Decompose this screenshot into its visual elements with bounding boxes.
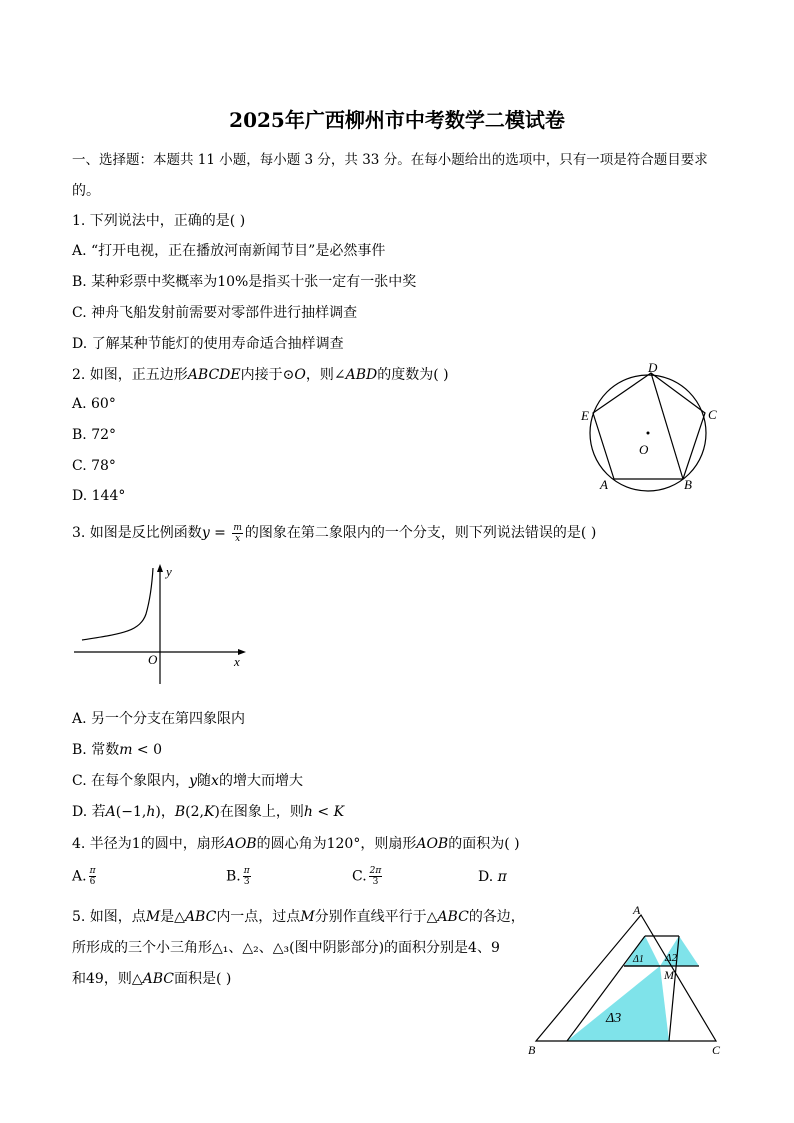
label-origin: O — [148, 652, 158, 667]
q1-option-a[interactable]: A. “打开电视，正在播放河南新闻节目”是必然事件 — [72, 243, 386, 259]
q3-option-c[interactable]: C. 在每个象限内，y随x的增大而增大 — [72, 773, 303, 789]
q1-option-d[interactable]: D. 了解某种节能灯的使用寿命适合抽样调查 — [72, 336, 344, 352]
q3-stem: 3. 如图是反比例函数y = $\frac{m}{x}$ 的图象在第二象限内的一个分支，则下列说法错误的是( ) — [72, 522, 597, 544]
q1-option-b[interactable]: B. 某种彩票中奖概率为10%是指买十张一定有一张中奖 — [72, 274, 417, 290]
q5-stem-line2: 所形成的三个小三角形△₁、△₂、△₃(图中阴影部分)的面积分别是4、9 — [72, 940, 500, 956]
label-delta3: Δ3 — [606, 1011, 622, 1026]
section-instruction-cont: 的。 — [72, 183, 100, 199]
q5-stem-line1: 5. 如图，点M是△ABC内一点，过点M分别作直线平行于△ABC的各边， — [72, 909, 525, 925]
center-point — [647, 432, 650, 435]
hyperbola-branch — [82, 568, 153, 640]
label-a: A — [600, 477, 608, 492]
label-delta1: Δ1 — [633, 954, 644, 965]
label-a: A — [633, 903, 641, 917]
label-delta2: Δ2 — [665, 952, 677, 964]
q1-option-c[interactable]: C. 神舟飞船发射前需要对零部件进行抽样调查 — [72, 305, 358, 321]
q3-hyperbola-figure — [70, 560, 255, 690]
label-y: y — [166, 564, 172, 579]
q2-option-b[interactable]: B. 72° — [72, 427, 117, 443]
label-o: O — [639, 442, 649, 457]
y-axis-arrow — [157, 564, 163, 572]
q2-option-c[interactable]: C. 78° — [72, 458, 116, 474]
section-instruction: 一、选择题：本题共 11 小题，每小题 3 分，共 33 分。在每小题给出的选项中，只有一项是符合题目要求 — [72, 152, 708, 168]
label-e: E — [581, 408, 589, 423]
q5-stem-line3: 和49，则△ABC面积是( ) — [72, 971, 232, 987]
q2-stem: 2. 如图，正五边形ABCDE内接于⊙O，则∠ABD的度数为( ) — [72, 367, 449, 383]
label-b: B — [528, 1043, 536, 1057]
q4-option-a[interactable]: A. $\frac{\pi}{6}$ — [72, 866, 96, 887]
q5-triangle-figure — [526, 898, 726, 1060]
q4-stem: 4. 半径为1的圆中，扇形AOB的圆心角为120°，则扇形AOB的面积为( ) — [72, 836, 520, 852]
label-x: x — [234, 654, 240, 669]
q1-stem: 1. 下列说法中，正确的是( ) — [72, 213, 246, 229]
segment-bd — [651, 373, 683, 479]
label-c: C — [708, 407, 717, 422]
q4-option-d[interactable]: D. π — [478, 869, 507, 885]
page-title: 2025年广西柳州市中考数学二模试卷 — [229, 108, 565, 132]
q4-option-c[interactable]: C. $\frac{2\pi}{3}$ — [352, 866, 382, 887]
label-c: C — [712, 1043, 721, 1057]
label-m: M — [664, 968, 674, 982]
q3-option-b[interactable]: B. 常数m < 0 — [72, 742, 163, 758]
q3-option-a[interactable]: A. 另一个分支在第四象限内 — [72, 711, 246, 727]
q3-option-d[interactable]: D. 若A(−1,h)，B(2,K)在图象上，则h < K — [72, 804, 345, 820]
q4-option-b[interactable]: B. $\frac{\pi}{3}$ — [226, 866, 250, 887]
label-b: B — [684, 477, 692, 492]
shaded-triangle-3 — [567, 966, 669, 1041]
q2-option-a[interactable]: A. 60° — [72, 396, 116, 412]
label-d: D — [648, 360, 658, 375]
q2-pentagon-figure — [574, 360, 724, 495]
q2-option-d[interactable]: D. 144° — [72, 488, 126, 504]
fraction-m-over-x: $\frac{m}{x}$ — [233, 522, 242, 544]
